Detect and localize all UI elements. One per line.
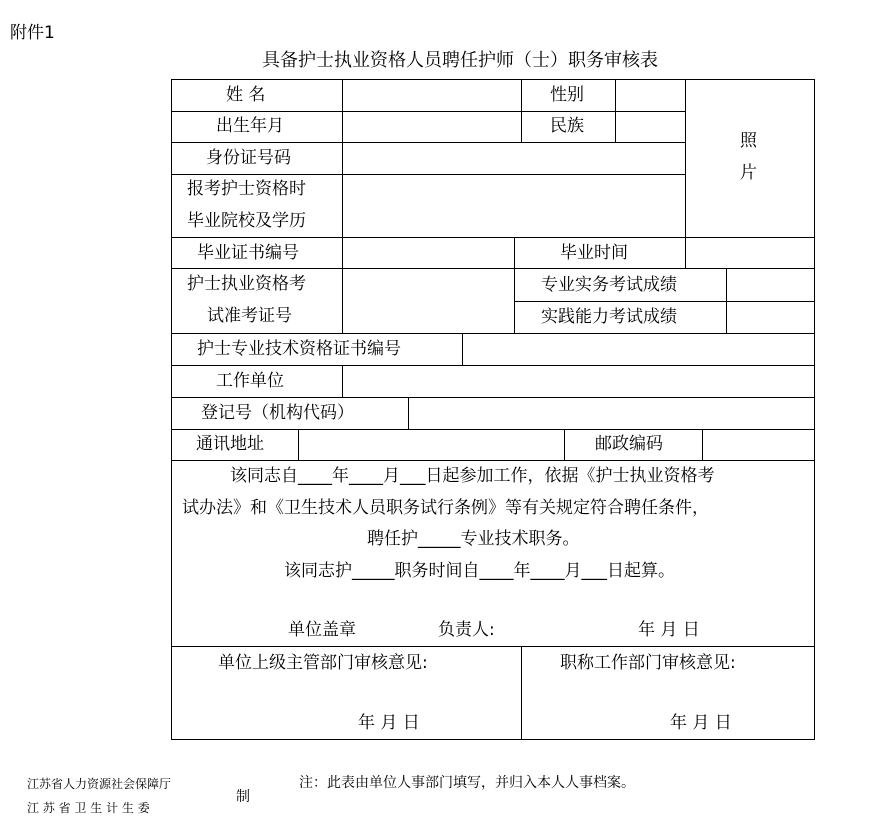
label-reg-no: 登记号（机构代码） — [201, 403, 354, 423]
statement-line-4: 该同志护_____职务时间自____年____月___日起算。 — [284, 561, 675, 581]
issuer-health: 江 苏 省 卫 生 计 生 委 — [27, 801, 150, 815]
label-ability-score: 实践能力考试成绩 — [541, 307, 677, 327]
statement-line-1: 该同志自____年____月___日起参加工作，依据《护士执业资格考 — [230, 466, 715, 486]
responsible-label: 负责人: — [438, 620, 495, 640]
label-grad-time: 毕业时间 — [560, 243, 628, 263]
statement-line-2: 试办法》和《卫生技术人员职务试行条例》等有关规定符合聘任条件， — [182, 498, 709, 518]
label-cert-no: 护士专业技术资格证书编号 — [197, 339, 401, 359]
label-postcode: 邮政编码 — [595, 434, 663, 454]
label-diploma-no: 毕业证书编号 — [197, 243, 299, 263]
title-dept-review-date: 年 月 日 — [670, 713, 732, 733]
label-employer: 工作单位 — [216, 371, 284, 391]
title-dept-review-label: 职称工作部门审核意见: — [560, 653, 736, 673]
photo-label-1: 照 — [740, 131, 757, 151]
label-school-1: 报考护士资格时 — [187, 179, 306, 199]
annex-label: 附件1 — [10, 23, 55, 43]
label-address: 通讯地址 — [196, 434, 264, 454]
superior-review-label: 单位上级主管部门审核意见: — [218, 653, 428, 673]
statement-date: 年 月 日 — [638, 620, 700, 640]
label-gender: 性别 — [550, 85, 584, 105]
form-title: 具备护士执业资格人员聘任护师（士）职务审核表 — [262, 50, 658, 71]
photo-label-2: 片 — [740, 163, 757, 183]
label-ethnicity: 民族 — [550, 116, 584, 136]
footer-note: 注：此表由单位人事部门填写，并归入本人人事档案。 — [299, 775, 635, 791]
label-exam-ticket-2: 试准考证号 — [207, 306, 292, 326]
label-exam-ticket-1: 护士执业资格考 — [187, 274, 306, 294]
issuer-hrss: 江苏省人力资源社会保障厅 — [27, 777, 172, 791]
label-practice-score: 专业实务考试成绩 — [541, 275, 677, 295]
label-birth: 出生年月 — [216, 116, 284, 136]
statement-line-3: 聘任护_____专业技术职务。 — [367, 529, 580, 549]
label-id-number: 身份证号码 — [206, 148, 291, 168]
made-by-label: 制 — [236, 789, 250, 805]
label-school-2: 毕业院校及学历 — [187, 211, 306, 231]
superior-review-date: 年 月 日 — [358, 713, 420, 733]
seal-label: 单位盖章 — [288, 620, 356, 640]
label-name: 姓 名 — [226, 85, 266, 105]
